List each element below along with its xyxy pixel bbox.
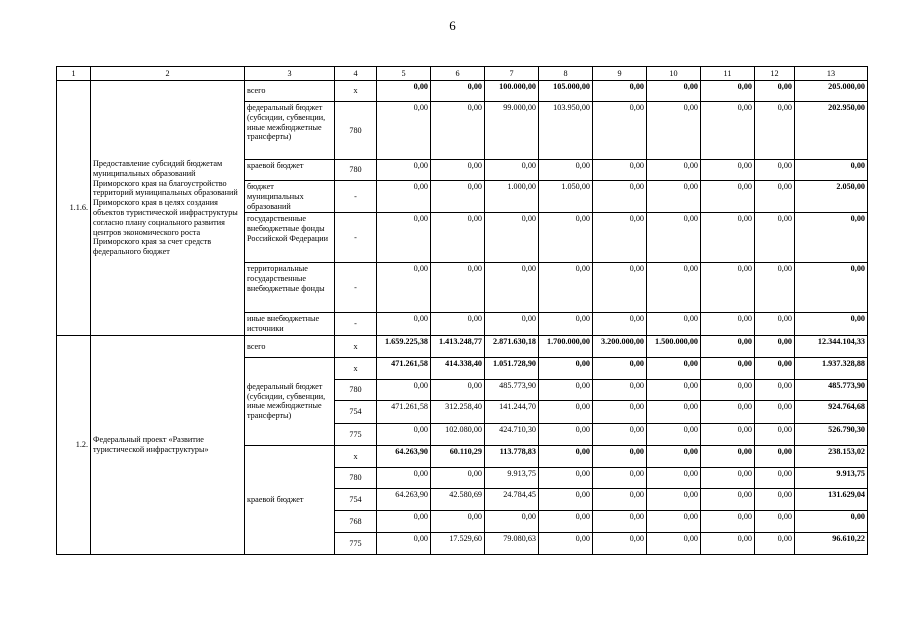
year-value: 0,00 [593, 445, 647, 467]
year-value: 0,00 [593, 81, 647, 102]
year-value: 0,00 [431, 181, 485, 213]
kbk-code: 754 [335, 400, 377, 423]
year-value: 0,00 [593, 160, 647, 181]
funding-source: краевой бюджет [245, 160, 335, 181]
year-value: 0,00 [539, 313, 593, 336]
header-cell: 8 [539, 67, 593, 81]
funding-source: федеральный бюджет (субсидии, субвенции, иные межбюджетные трансферты) [245, 102, 335, 160]
kbk-code: - [335, 213, 377, 263]
year-value: 0,00 [539, 423, 593, 445]
row-total-value: 485.773,90 [795, 379, 868, 400]
year-value: 0,00 [593, 357, 647, 379]
year-value: 0,00 [701, 263, 755, 313]
header-cell: 9 [593, 67, 647, 81]
year-value: 0,00 [701, 102, 755, 160]
funding-source: всего [245, 335, 335, 357]
funding-source: федеральный бюджет (субсидии, субвенции, иные межбюджетные трансферты) [245, 357, 335, 445]
kbk-code: 780 [335, 467, 377, 488]
funding-source: всего [245, 81, 335, 102]
header-cell: 10 [647, 67, 701, 81]
year-value: 0,00 [647, 81, 701, 102]
table-body [57, 67, 868, 555]
year-value: 0,00 [755, 467, 795, 488]
item-code: 1.2. [57, 335, 91, 554]
year-value: 0,00 [647, 423, 701, 445]
year-value: 24.784,45 [485, 488, 539, 510]
year-value: 1.413.248,77 [431, 335, 485, 357]
year-value: 0,00 [701, 213, 755, 263]
year-value: 0,00 [701, 81, 755, 102]
year-value: 471.261,58 [377, 400, 431, 423]
year-value: 0,00 [755, 263, 795, 313]
kbk-code: 780 [335, 160, 377, 181]
year-value: 0,00 [377, 313, 431, 336]
row-total-value: 9.913,75 [795, 467, 868, 488]
header-cell: 3 [245, 67, 335, 81]
year-value: 0,00 [755, 213, 795, 263]
year-value: 0,00 [755, 488, 795, 510]
year-value: 0,00 [755, 102, 795, 160]
year-value: 102.080,00 [431, 423, 485, 445]
kbk-code: x [335, 357, 377, 379]
year-value: 0,00 [647, 160, 701, 181]
row-total-value: 0,00 [795, 160, 868, 181]
year-value: 0,00 [755, 81, 795, 102]
header-cell: 7 [485, 67, 539, 81]
year-value: 79.080,63 [485, 532, 539, 554]
kbk-code: 775 [335, 423, 377, 445]
funding-source: краевой бюджет [245, 445, 335, 554]
year-value: 0,00 [377, 160, 431, 181]
year-value: 2.871.630,18 [485, 335, 539, 357]
kbk-code: 768 [335, 510, 377, 532]
year-value: 0,00 [377, 532, 431, 554]
year-value: 0,00 [647, 400, 701, 423]
year-value: 0,00 [701, 160, 755, 181]
year-value: 1.700.000,00 [539, 335, 593, 357]
row-total-value: 202.950,00 [795, 102, 868, 160]
year-value: 0,00 [593, 467, 647, 488]
year-value: 64.263,90 [377, 445, 431, 467]
year-value: 0,00 [593, 532, 647, 554]
year-value: 0,00 [539, 357, 593, 379]
year-value: 0,00 [647, 488, 701, 510]
year-value: 0,00 [701, 510, 755, 532]
year-value: 0,00 [701, 181, 755, 213]
year-value: 1.050,00 [539, 181, 593, 213]
year-value: 0,00 [377, 467, 431, 488]
year-value: 0,00 [539, 263, 593, 313]
year-value: 1.500.000,00 [647, 335, 701, 357]
year-value: 485.773,90 [485, 379, 539, 400]
year-value: 0,00 [755, 510, 795, 532]
year-value: 414.338,40 [431, 357, 485, 379]
year-value: 0,00 [539, 400, 593, 423]
budget-table [56, 66, 868, 555]
row-total-value: 2.050,00 [795, 181, 868, 213]
item-name: Федеральный проект «Развитие туристической инфраструктуры» [91, 335, 245, 554]
row-total-value: 0,00 [795, 263, 868, 313]
header-cell: 13 [795, 67, 868, 81]
year-value: 0,00 [647, 532, 701, 554]
year-value: 0,00 [485, 263, 539, 313]
year-value: 99.000,00 [485, 102, 539, 160]
year-value: 0,00 [539, 532, 593, 554]
kbk-code: x [335, 81, 377, 102]
year-value: 0,00 [485, 213, 539, 263]
year-value: 0,00 [539, 488, 593, 510]
year-value: 0,00 [701, 313, 755, 336]
year-value: 0,00 [431, 160, 485, 181]
year-value: 0,00 [431, 510, 485, 532]
year-value: 9.913,75 [485, 467, 539, 488]
year-value: 0,00 [647, 263, 701, 313]
year-value: 0,00 [701, 335, 755, 357]
year-value: 0,00 [701, 488, 755, 510]
year-value: 0,00 [755, 423, 795, 445]
year-value: 0,00 [377, 81, 431, 102]
year-value: 0,00 [647, 510, 701, 532]
kbk-code: 754 [335, 488, 377, 510]
year-value: 0,00 [755, 532, 795, 554]
funding-source: бюджет муниципальных образований [245, 181, 335, 213]
kbk-code: 780 [335, 102, 377, 160]
year-value: 0,00 [377, 213, 431, 263]
year-value: 0,00 [755, 379, 795, 400]
year-value: 424.710,30 [485, 423, 539, 445]
year-value: 0,00 [377, 510, 431, 532]
page-number: 6 [449, 18, 456, 33]
year-value: 0,00 [593, 510, 647, 532]
year-value: 1.000,00 [485, 181, 539, 213]
year-value: 64.263,90 [377, 488, 431, 510]
year-value: 0,00 [755, 445, 795, 467]
item-code: 1.1.6. [57, 81, 91, 336]
year-value: 100.000,00 [485, 81, 539, 102]
year-value: 0,00 [755, 335, 795, 357]
year-value: 0,00 [593, 213, 647, 263]
year-value: 141.244,70 [485, 400, 539, 423]
table-row [57, 335, 868, 357]
row-total-value: 96.610,22 [795, 532, 868, 554]
year-value: 0,00 [755, 357, 795, 379]
year-value: 0,00 [431, 263, 485, 313]
year-value: 0,00 [755, 313, 795, 336]
year-value: 0,00 [539, 467, 593, 488]
year-value: 42.580,69 [431, 488, 485, 510]
year-value: 0,00 [593, 102, 647, 160]
year-value: 0,00 [539, 379, 593, 400]
kbk-code: - [335, 181, 377, 213]
year-value: 0,00 [539, 213, 593, 263]
header-cell: 6 [431, 67, 485, 81]
year-value: 0,00 [539, 160, 593, 181]
item-name: Предоставление субсидий бюджетам муниципальных образований Приморского края на благоустройство территорий муниципальных образований Приморского края в целях создания объектов туристической инфраструктуры согласно плану социального развития центров экономического роста Приморского края за счет средств федерального бюджет [91, 81, 245, 336]
year-value: 0,00 [377, 379, 431, 400]
row-total-value: 131.629,04 [795, 488, 868, 510]
year-value: 0,00 [647, 213, 701, 263]
year-value: 0,00 [593, 423, 647, 445]
year-value: 1.051.728,90 [485, 357, 539, 379]
year-value: 0,00 [701, 445, 755, 467]
year-value: 0,00 [701, 532, 755, 554]
year-value: 0,00 [431, 379, 485, 400]
year-value: 0,00 [701, 400, 755, 423]
year-value: 0,00 [593, 181, 647, 213]
year-value: 0,00 [647, 467, 701, 488]
year-value: 0,00 [377, 423, 431, 445]
year-value: 0,00 [431, 213, 485, 263]
year-value: 0,00 [701, 379, 755, 400]
year-value: 0,00 [431, 467, 485, 488]
year-value: 0,00 [647, 313, 701, 336]
header-cell: 11 [701, 67, 755, 81]
year-value: 0,00 [485, 510, 539, 532]
year-value: 0,00 [593, 313, 647, 336]
year-value: 0,00 [647, 181, 701, 213]
year-value: 0,00 [593, 379, 647, 400]
kbk-code: 780 [335, 379, 377, 400]
year-value: 312.258,40 [431, 400, 485, 423]
row-total-value: 0,00 [795, 313, 868, 336]
year-value: 0,00 [431, 81, 485, 102]
year-value: 0,00 [593, 488, 647, 510]
header-cell: 12 [755, 67, 795, 81]
header-row [57, 67, 868, 81]
year-value: 3.200.000,00 [593, 335, 647, 357]
kbk-code: - [335, 313, 377, 336]
kbk-code: x [335, 335, 377, 357]
year-value: 105.000,00 [539, 81, 593, 102]
row-total-value: 526.790,30 [795, 423, 868, 445]
year-value: 17.529,60 [431, 532, 485, 554]
header-cell: 4 [335, 67, 377, 81]
year-value: 0,00 [755, 181, 795, 213]
year-value: 0,00 [539, 445, 593, 467]
year-value: 0,00 [377, 263, 431, 313]
header-cell: 1 [57, 67, 91, 81]
year-value: 0,00 [647, 445, 701, 467]
row-total-value: 0,00 [795, 213, 868, 263]
table-row [57, 81, 868, 102]
year-value: 0,00 [377, 102, 431, 160]
year-value: 0,00 [539, 510, 593, 532]
row-total-value: 238.153,02 [795, 445, 868, 467]
year-value: 0,00 [647, 357, 701, 379]
header-cell: 2 [91, 67, 245, 81]
funding-source: территориальные государственные внебюджетные фонды [245, 263, 335, 313]
year-value: 60.110,29 [431, 445, 485, 467]
year-value: 0,00 [593, 263, 647, 313]
row-total-value: 12.344.104,33 [795, 335, 868, 357]
year-value: 0,00 [647, 102, 701, 160]
year-value: 0,00 [377, 181, 431, 213]
year-value: 0,00 [755, 160, 795, 181]
year-value: 0,00 [431, 102, 485, 160]
year-value: 0,00 [755, 400, 795, 423]
year-value: 0,00 [701, 423, 755, 445]
year-value: 0,00 [485, 160, 539, 181]
funding-source: иные внебюджетные источники [245, 313, 335, 336]
year-value: 0,00 [593, 400, 647, 423]
year-value: 0,00 [647, 379, 701, 400]
kbk-code: 775 [335, 532, 377, 554]
kbk-code: - [335, 263, 377, 313]
row-total-value: 0,00 [795, 510, 868, 532]
year-value: 1.659.225,38 [377, 335, 431, 357]
year-value: 113.778,83 [485, 445, 539, 467]
year-value: 103.950,00 [539, 102, 593, 160]
funding-source: государственные внебюджетные фонды Российской Федерации [245, 213, 335, 263]
year-value: 0,00 [701, 467, 755, 488]
header-cell: 5 [377, 67, 431, 81]
row-total-value: 205.000,00 [795, 81, 868, 102]
year-value: 0,00 [485, 313, 539, 336]
kbk-code: x [335, 445, 377, 467]
row-total-value: 1.937.328,88 [795, 357, 868, 379]
row-total-value: 924.764,68 [795, 400, 868, 423]
year-value: 471.261,58 [377, 357, 431, 379]
year-value: 0,00 [701, 357, 755, 379]
year-value: 0,00 [431, 313, 485, 336]
